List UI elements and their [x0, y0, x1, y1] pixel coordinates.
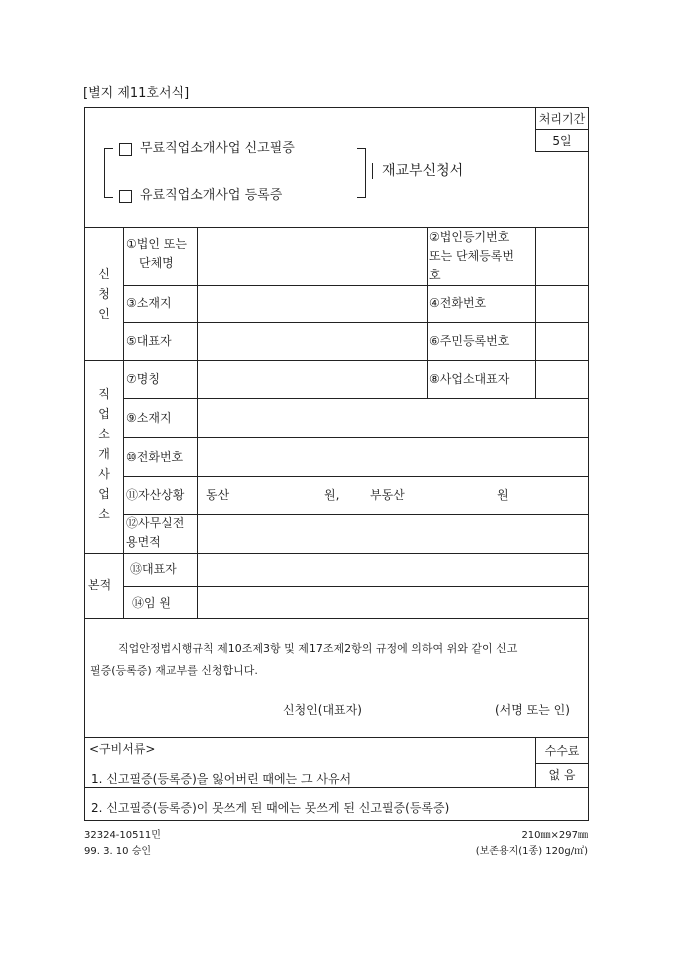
movable-assets-label: 동산 — [206, 488, 230, 502]
office-phone-field[interactable] — [199, 439, 587, 475]
office-name-label: ⑦명칭 — [126, 372, 160, 386]
office-group-label: 직업소개사업소 — [98, 387, 110, 521]
applicant-phone-label: ④전화번호 — [429, 296, 487, 310]
office-area-field[interactable] — [199, 516, 587, 552]
applicant-rep-label: ⑤대표자 — [126, 334, 172, 348]
office-name-field[interactable] — [199, 362, 426, 397]
office-rep-field[interactable] — [537, 362, 587, 397]
checkbox-free[interactable] — [119, 143, 132, 156]
reg-no-field[interactable] — [537, 229, 587, 284]
footer-code: 32324-10511민 — [84, 830, 161, 841]
form-title: 재교부신청서 — [382, 163, 464, 179]
processing-period-label: 처리기간 — [538, 112, 586, 126]
option-paid-label: 유료직업소개사업 등록증 — [140, 188, 283, 203]
footer-paper-spec: (보존용지(1종) 120g/㎡) — [475, 846, 588, 857]
movable-won-label: 원, — [324, 488, 340, 502]
frame-bottom — [84, 820, 589, 821]
fee-label: 수수료 — [544, 744, 580, 758]
hq-officer-field[interactable] — [199, 588, 587, 617]
office-phone-label: ⑩전화번호 — [126, 450, 184, 464]
hq-rep-field[interactable] — [199, 555, 587, 585]
checkbox-paid[interactable] — [119, 190, 132, 203]
office-rep-label: ⑧사업소대표자 — [429, 372, 510, 386]
corp-name-field[interactable] — [199, 229, 426, 284]
applicant-phone-field[interactable] — [537, 287, 587, 321]
assets-label: ⑪자산상황 — [126, 488, 185, 502]
office-area-label-1: ⑫사무실전 — [126, 516, 185, 530]
immovable-won-label: 원 — [497, 488, 509, 502]
hq-rep-label: ⑬대표자 — [130, 562, 177, 576]
fee-value: 없 음 — [548, 768, 576, 782]
office-address-label: ⑨소재지 — [126, 411, 172, 425]
declaration-line-2: 필증(등록증) 재교부를 신청합니다. — [90, 664, 258, 677]
applicant-signature-label: 신청인(대표자) — [283, 703, 362, 717]
resident-no-field[interactable] — [537, 324, 587, 359]
documents-item-2: 2. 신고필증(등록증)이 못쓰게 된 때에는 못쓰게 된 신고필증(등록증) — [91, 801, 450, 815]
frame-top — [84, 107, 589, 108]
corp-name-label-2: 단체명 — [139, 256, 174, 270]
corp-name-label-1: ①법인 또는 — [126, 237, 187, 251]
sign-or-seal-label: (서명 또는 인) — [495, 703, 570, 717]
reg-no-label-2: 또는 단체등록번 — [429, 249, 514, 263]
office-area-label-2: 용면적 — [126, 535, 161, 549]
resident-no-label: ⑥주민등록번호 — [429, 334, 510, 348]
footer-paper-size: 210㎜×297㎜ — [521, 830, 588, 841]
office-address-field[interactable] — [199, 400, 587, 436]
title-bracket-left — [104, 148, 113, 198]
applicant-address-label: ③소재지 — [126, 296, 172, 310]
immovable-assets-label: 부동산 — [370, 488, 405, 502]
applicant-group-label: 신청인 — [98, 267, 110, 321]
frame-left — [84, 107, 85, 820]
applicant-address-field[interactable] — [199, 287, 426, 321]
declaration-line-1: 직업안정법시행규칙 제10조제3항 및 제17조제2항의 규정에 의하여 위와 같이 신고 — [118, 642, 518, 655]
form-number-label: [별지 제11호서식] — [83, 86, 190, 101]
applicant-rep-field[interactable] — [199, 324, 426, 359]
hq-group-label: 본적 — [88, 578, 112, 592]
option-free-label: 무료직업소개사업 신고필증 — [140, 141, 295, 156]
title-bracket-right — [357, 148, 366, 198]
documents-header: <구비서류> — [89, 742, 156, 756]
footer-approved: 99. 3. 10 승인 — [84, 846, 152, 857]
reg-no-label-1: ②법인등기번호 — [429, 230, 510, 244]
processing-period-value: 5일 — [552, 134, 572, 148]
frame-right — [588, 107, 589, 820]
hq-officer-label: ⑭임 원 — [132, 596, 171, 610]
reg-no-label-3: 호 — [429, 268, 441, 282]
documents-item-1: 1. 신고필증(등록증)을 잃어버린 때에는 그 사유서 — [91, 772, 352, 786]
